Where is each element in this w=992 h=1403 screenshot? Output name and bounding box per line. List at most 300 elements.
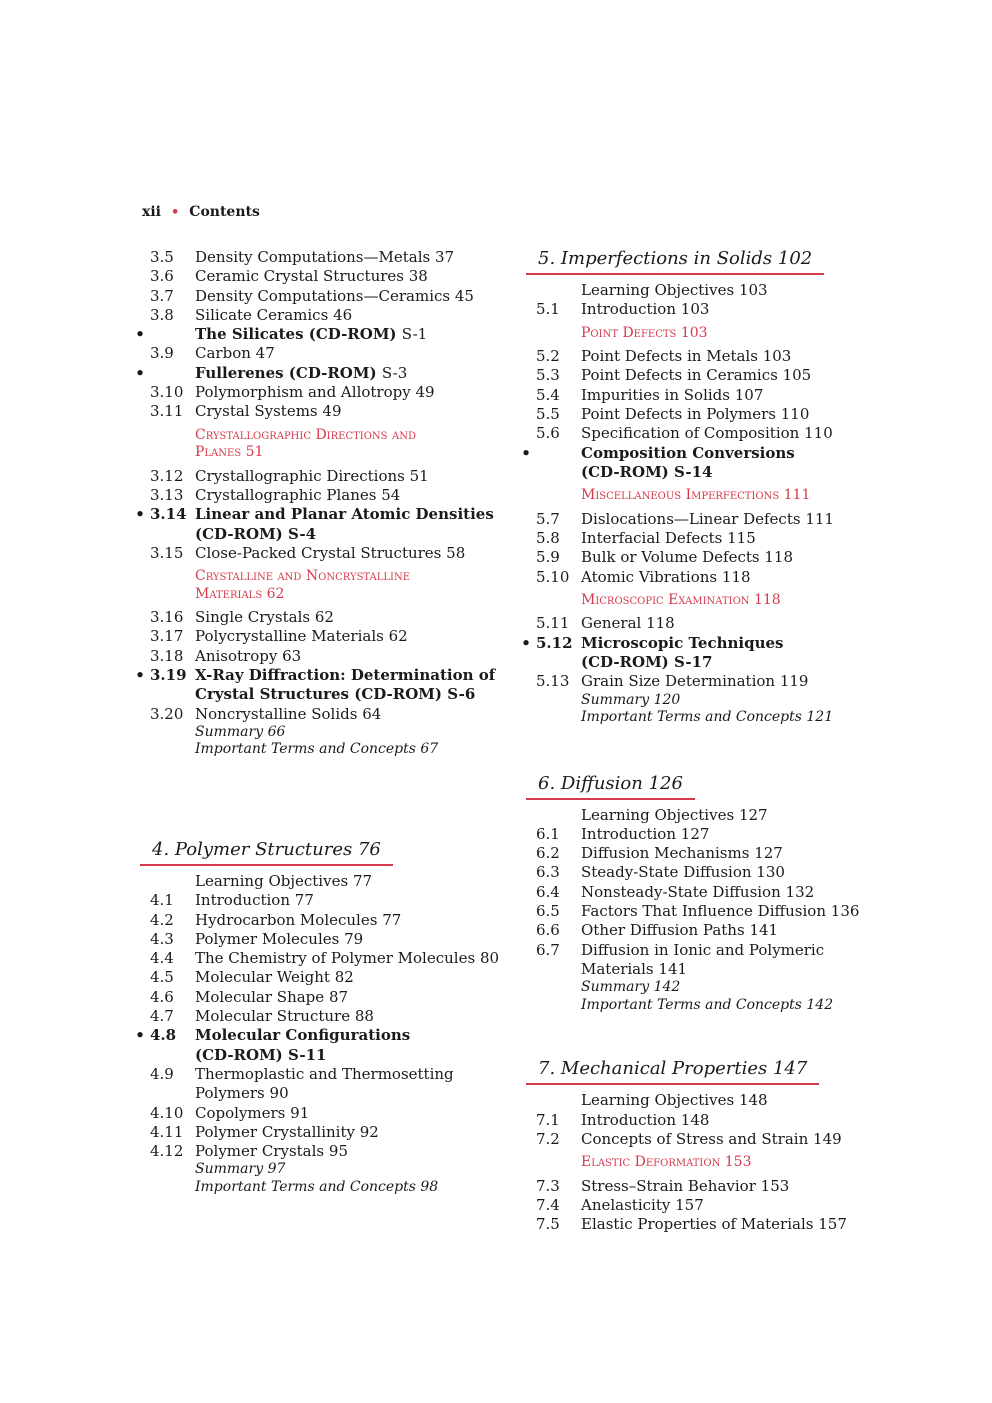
toc-entry-text-wrap xyxy=(581,921,896,940)
cd-rom-bullet-icon: • xyxy=(135,363,145,382)
toc-page-number: 79 xyxy=(344,929,364,948)
toc-entry-text-wrap xyxy=(581,1215,896,1234)
header-separator: • xyxy=(170,205,180,220)
toc-entry-text-wrap xyxy=(581,405,896,424)
toc-entry-number: 3.18 xyxy=(150,646,184,665)
toc-entry-number: 5.9 xyxy=(536,548,560,567)
toc-page-number: 105 xyxy=(782,366,812,385)
toc-entry-text: Other Diffusion Paths xyxy=(581,921,745,940)
cd-rom-bullet-icon: • xyxy=(521,443,531,462)
toc-entry-text-wrap xyxy=(195,608,510,627)
toc-page-number: 119 xyxy=(779,672,809,691)
toc-entry xyxy=(516,281,896,300)
toc-entry xyxy=(516,902,896,921)
toc-entry-number: 4.2 xyxy=(150,910,174,929)
toc-entry xyxy=(130,1142,510,1161)
toc-entry-text: Bulk or Volume Defects xyxy=(581,548,760,567)
toc-entry-text-wrap xyxy=(195,1142,510,1161)
toc-entry-number: 5.10 xyxy=(536,567,570,586)
section-heading xyxy=(195,568,510,603)
toc-entry xyxy=(516,614,896,633)
toc-entry-text: Noncrystalline Solids xyxy=(195,704,358,723)
toc-entry-continuation xyxy=(195,685,510,704)
toc-page-number: 62 xyxy=(314,608,334,627)
toc-entry-text-wrap xyxy=(581,634,896,653)
toc-entry-text: Polymer Crystallinity xyxy=(195,1122,355,1141)
toc-entry-text-wrap xyxy=(195,705,510,724)
cd-rom-bullet-icon: • xyxy=(135,325,145,344)
toc-entry-number: 3.6 xyxy=(150,267,174,286)
toc-entry-text-wrap xyxy=(195,891,510,910)
toc-entry-text: Point Defects in Polymers xyxy=(581,404,776,423)
toc-entry xyxy=(516,405,896,424)
toc-page-number: S-4 xyxy=(288,524,317,543)
toc-entry xyxy=(516,1177,896,1196)
toc-page-number: 118 xyxy=(721,567,751,586)
toc-entry-text: Important Terms and Concepts xyxy=(195,741,416,758)
toc-entry-number: 7.3 xyxy=(536,1176,560,1195)
toc-entry-number: 7.5 xyxy=(536,1215,560,1234)
toc-entry-number: 3.11 xyxy=(150,402,184,421)
chapter-page: 147 xyxy=(772,1058,808,1080)
toc-page-number: 49 xyxy=(415,383,435,402)
toc-page-number: 47 xyxy=(255,344,275,363)
toc-entry-text: Learning Objectives xyxy=(581,1091,735,1110)
toc-entry-text-wrap xyxy=(581,529,896,548)
cd-rom-bullet-icon: • xyxy=(135,1026,145,1045)
toc-summary-entry xyxy=(130,741,510,759)
toc-entry-continuation xyxy=(581,653,896,672)
section-heading-line: Microscopic Examination 118 xyxy=(581,591,781,608)
toc-page-number: 142 xyxy=(806,996,834,1013)
cd-rom-bullet-icon: • xyxy=(135,505,145,524)
toc-entry xyxy=(130,911,510,930)
toc-entry-number: 4.9 xyxy=(150,1064,174,1083)
toc-entry-continuation xyxy=(195,525,510,544)
toc-entry-text-wrap xyxy=(195,505,510,524)
toc-page-number: 121 xyxy=(806,709,834,726)
toc-entry-text: General xyxy=(581,614,642,633)
toc-page-number: S-11 xyxy=(288,1045,327,1064)
toc-page-number: 141 xyxy=(749,921,779,940)
toc-entry xyxy=(516,366,896,385)
toc-entry xyxy=(130,364,510,383)
toc-entry-number: 4.4 xyxy=(150,949,174,968)
toc-entry-number: 3.10 xyxy=(150,383,184,402)
toc-entry xyxy=(130,627,510,646)
toc-entry-number: 5.5 xyxy=(536,404,560,423)
toc-entry-text-wrap xyxy=(195,911,510,930)
toc-entry-number: 4.1 xyxy=(150,891,174,910)
toc-page-number: 110 xyxy=(804,424,833,443)
toc-entry xyxy=(130,891,510,910)
toc-entry xyxy=(516,941,896,960)
toc-page-number: S-1 xyxy=(401,325,428,344)
toc-entry-number: 6.1 xyxy=(536,824,560,843)
toc-entry xyxy=(516,634,896,653)
toc-entry xyxy=(130,325,510,344)
toc-entry-text: Molecular Structure xyxy=(195,1007,351,1026)
toc-entry-text-wrap xyxy=(581,1091,896,1110)
toc-page-number: 51 xyxy=(409,466,429,485)
toc-entry-number: 3.7 xyxy=(150,286,174,305)
toc-page-number: 92 xyxy=(359,1122,379,1141)
toc-entry xyxy=(130,344,510,363)
toc-entry-text-wrap xyxy=(195,287,510,306)
toc-entry-text-wrap xyxy=(195,1065,510,1084)
toc-entry xyxy=(516,1091,896,1110)
toc-entry-number: 4.8 xyxy=(150,1026,177,1045)
toc-entry-text: (CD-ROM) xyxy=(581,652,669,671)
toc-entry-text: Density Computations—Metals xyxy=(195,248,431,266)
toc-entry xyxy=(516,300,896,319)
toc-entry-text: Point Defects in Ceramics xyxy=(581,366,778,385)
toc-entry-text-wrap xyxy=(195,1104,510,1123)
toc-page-number: 148 xyxy=(680,1110,710,1129)
toc-entry-text: Linear and Planar Atomic Densities xyxy=(195,505,494,524)
toc-entry-text: Density Computations—Ceramics xyxy=(195,286,451,305)
toc-entry xyxy=(130,872,510,891)
toc-page-number: 115 xyxy=(727,528,756,547)
toc-entry-text: Materials xyxy=(581,959,654,978)
toc-page-number: 142 xyxy=(653,979,681,996)
toc-entry-number: 5.12 xyxy=(536,633,573,652)
chapter-title: 4. Polymer Structures xyxy=(152,838,353,860)
toc-entry xyxy=(130,968,510,987)
toc-entry-number: 5.4 xyxy=(536,385,560,404)
toc-column-right xyxy=(516,248,896,1235)
toc-page-number: 111 xyxy=(805,509,834,528)
toc-entry-text: Crystal Systems xyxy=(195,402,318,421)
section-heading-line: Planes 51 xyxy=(195,444,264,461)
toc-entry-text: Anisotropy xyxy=(195,646,278,665)
toc-entry xyxy=(516,844,896,863)
toc-entry-text: Concepts of Stress and Strain xyxy=(581,1129,809,1148)
toc-entry-text: Close-Packed Crystal Structures xyxy=(195,543,442,562)
toc-entry-text: Important Terms and Concepts xyxy=(195,1178,416,1195)
toc-entry-number: 7.4 xyxy=(536,1195,560,1214)
toc-entry-number: 5.2 xyxy=(536,347,560,366)
toc-page-number: S-3 xyxy=(381,363,408,382)
toc-entry-text-wrap xyxy=(581,386,896,405)
toc-entry-text-wrap xyxy=(195,306,510,325)
toc-entry-text-wrap xyxy=(581,1130,896,1149)
toc-entry xyxy=(516,444,896,463)
section-heading xyxy=(581,487,896,505)
toc-entry-text-wrap xyxy=(581,844,896,863)
toc-entry-text: Ceramic Crystal Structures xyxy=(195,267,404,286)
page-number: xii xyxy=(142,204,161,220)
toc-summary-entry xyxy=(130,1161,510,1179)
toc-summary-entry xyxy=(516,979,896,997)
toc-entry xyxy=(130,402,510,421)
toc-entry-text: Polymer Crystals xyxy=(195,1142,325,1161)
toc-entry xyxy=(516,386,896,405)
toc-entry-number: 3.8 xyxy=(150,305,174,324)
toc-entry xyxy=(130,467,510,486)
toc-page-number: 98 xyxy=(420,1178,439,1195)
toc-entry xyxy=(130,930,510,949)
toc-entry xyxy=(130,267,510,286)
toc-entry-number: 5.1 xyxy=(536,300,560,319)
header-title: Contents xyxy=(189,204,260,220)
section-heading-line: Elastic Deformation 153 xyxy=(581,1154,752,1171)
toc-entry-text-wrap xyxy=(581,548,896,567)
toc-entry xyxy=(516,921,896,940)
chapter-title: 6. Diffusion xyxy=(538,772,643,794)
toc-entry-text: Molecular Configurations xyxy=(195,1026,411,1045)
cd-rom-bullet-icon: • xyxy=(135,666,145,685)
toc-entry-continuation xyxy=(581,960,896,979)
toc-page-number: 148 xyxy=(738,1091,768,1110)
toc-page-number: 118 xyxy=(764,548,794,567)
toc-entry-text: Learning Objectives xyxy=(581,805,735,824)
toc-entry-number: 4.3 xyxy=(150,929,174,948)
toc-page-number: 141 xyxy=(658,959,688,978)
toc-entry-number: 5.13 xyxy=(536,672,570,691)
toc-page-number: 149 xyxy=(813,1129,842,1148)
chapter-page: 76 xyxy=(357,838,381,860)
toc-entry-text: Composition Conversions xyxy=(581,443,795,462)
toc-page-number: 87 xyxy=(328,987,349,1006)
toc-entry-continuation xyxy=(581,463,896,482)
toc-entry-text: Interfacial Defects xyxy=(581,528,723,547)
toc-page-number: 88 xyxy=(354,1007,374,1026)
toc-entry-text: Single Crystals xyxy=(195,608,311,627)
toc-entry xyxy=(130,1065,510,1084)
toc-page-number: 136 xyxy=(830,902,860,921)
toc-page-number: 130 xyxy=(756,863,785,882)
chapter-title: 7. Mechanical Properties xyxy=(538,1058,768,1080)
toc-entry-text: Grain Size Determination xyxy=(581,672,776,691)
toc-entry-number: 3.19 xyxy=(150,666,187,685)
toc-page-number: 132 xyxy=(785,882,815,901)
toc-entry-number: 6.4 xyxy=(536,882,560,901)
toc-page-number: 97 xyxy=(267,1161,286,1178)
toc-entry-number: 3.15 xyxy=(150,543,184,562)
toc-entry xyxy=(130,287,510,306)
toc-entry-text: Important Terms and Concepts xyxy=(581,996,802,1013)
toc-entry xyxy=(516,347,896,366)
toc-entry-number: 3.9 xyxy=(150,344,174,363)
toc-entry xyxy=(516,1130,896,1149)
toc-entry xyxy=(516,510,896,529)
toc-entry-text: Crystallographic Planes xyxy=(195,485,377,504)
toc-page-number: 58 xyxy=(446,543,466,562)
toc-entry-text-wrap xyxy=(581,1177,896,1196)
toc-entry-text-wrap xyxy=(195,949,510,968)
toc-entry xyxy=(130,666,510,685)
toc-entry-text: Polycrystalline Materials xyxy=(195,627,384,646)
chapter-heading xyxy=(526,1058,819,1085)
toc-entry-text: Summary xyxy=(581,979,650,996)
toc-entry-text-wrap xyxy=(581,997,896,1015)
section-heading-line: Miscellaneous Imperfections 111 xyxy=(581,487,811,504)
toc-entry-text: Anelasticity xyxy=(581,1195,671,1214)
toc-entry xyxy=(130,1104,510,1123)
section-heading xyxy=(581,592,896,610)
toc-entry-continuation xyxy=(195,1084,510,1103)
toc-entry-number: 6.7 xyxy=(536,940,560,959)
toc-entry-text-wrap xyxy=(581,902,896,921)
toc-entry-number: 5.3 xyxy=(536,366,560,385)
toc-entry-text-wrap xyxy=(195,627,510,646)
toc-page-number: 153 xyxy=(760,1176,790,1195)
toc-entry-text-wrap xyxy=(195,872,510,891)
toc-entry xyxy=(516,806,896,825)
toc-entry-text-wrap xyxy=(195,248,510,267)
toc-entry-text: Important Terms and Concepts xyxy=(581,709,802,726)
toc-entry xyxy=(130,1026,510,1045)
toc-entry-text-wrap xyxy=(581,281,896,300)
chapter-spacer xyxy=(130,759,510,839)
toc-entry-text-wrap xyxy=(195,988,510,1007)
toc-entry-text-wrap xyxy=(581,863,896,882)
toc-entry-text-wrap xyxy=(581,614,896,633)
toc-entry-text: Diffusion Mechanisms xyxy=(581,844,750,863)
toc-entry-text: The Silicates (CD-ROM) xyxy=(195,325,397,344)
toc-page-number: 107 xyxy=(734,385,764,404)
toc-entry-text-wrap xyxy=(581,979,896,997)
toc-entry-number: 3.20 xyxy=(150,704,184,723)
toc-entry-number: 5.6 xyxy=(536,424,560,443)
toc-entry-text-wrap xyxy=(195,383,510,402)
toc-entry xyxy=(130,383,510,402)
toc-entry xyxy=(130,608,510,627)
toc-entry-text-wrap xyxy=(195,1161,510,1179)
toc-entry-text: Summary xyxy=(195,1161,264,1178)
section-heading-line: Materials 62 xyxy=(195,585,285,602)
toc-entry-text: Summary xyxy=(195,723,264,740)
chapter-heading xyxy=(526,248,824,275)
toc-page-number: 37 xyxy=(435,248,455,266)
toc-entry-text: Impurities in Solids xyxy=(581,385,730,404)
toc-page-number: 103 xyxy=(738,281,768,299)
toc-entry-text: Summary xyxy=(581,691,650,708)
toc-summary-entry xyxy=(130,724,510,742)
toc-entry-text: Learning Objectives xyxy=(195,871,349,890)
toc-entry-number: 3.14 xyxy=(150,505,187,524)
toc-entry-text: Atomic Vibrations xyxy=(581,567,718,586)
toc-entry-number: 6.5 xyxy=(536,902,560,921)
toc-entry-text-wrap xyxy=(195,364,510,383)
toc-entry xyxy=(130,306,510,325)
toc-entry-text-wrap xyxy=(581,941,896,960)
toc-page-number: 38 xyxy=(408,267,428,286)
toc-page-number: 103 xyxy=(762,347,792,366)
section-heading-line: Point Defects 103 xyxy=(581,324,708,341)
toc-entry xyxy=(130,647,510,666)
toc-entry xyxy=(516,883,896,902)
chapter-title: 5. Imperfections in Solids xyxy=(538,248,773,269)
toc-entry-text-wrap xyxy=(195,647,510,666)
toc-entry-text-wrap xyxy=(581,672,896,691)
toc-entry-text-wrap xyxy=(195,1026,510,1045)
toc-entry-number: 6.3 xyxy=(536,863,560,882)
toc-entry-text-wrap xyxy=(195,486,510,505)
section-heading-line: Crystalline and Noncrystalline xyxy=(195,568,411,585)
toc-entry-text: Stress–Strain Behavior xyxy=(581,1176,756,1195)
toc-column-left xyxy=(130,248,510,1196)
toc-page-number: 64 xyxy=(362,704,382,723)
toc-entry-text-wrap xyxy=(581,692,896,710)
toc-entry-text-wrap xyxy=(195,666,510,685)
toc-entry-text-wrap xyxy=(195,344,510,363)
section-heading xyxy=(581,325,896,343)
toc-entry-text: X-Ray Diffraction: Determination of xyxy=(195,666,496,685)
toc-page-number: 67 xyxy=(420,741,439,758)
toc-entry xyxy=(130,949,510,968)
toc-entry-text-wrap xyxy=(195,1123,510,1142)
toc-page-number: 63 xyxy=(282,646,302,665)
toc-entry xyxy=(516,548,896,567)
toc-page-number: 66 xyxy=(267,723,286,740)
toc-entry-text-wrap xyxy=(195,544,510,563)
toc-page-number: 80 xyxy=(479,949,500,968)
toc-entry-text-wrap xyxy=(581,709,896,727)
toc-entry-number: 5.7 xyxy=(536,509,560,528)
toc-entry xyxy=(516,1215,896,1234)
toc-entry-text-wrap xyxy=(581,444,896,463)
toc-entry-text-wrap xyxy=(581,300,896,319)
toc-entry-text: Learning Objectives xyxy=(581,281,735,299)
chapter-page: 126 xyxy=(648,772,683,794)
toc-entry-text: Silicate Ceramics xyxy=(195,305,329,324)
toc-page-number: 157 xyxy=(818,1215,847,1234)
toc-entry-text: Specification of Composition xyxy=(581,424,800,443)
toc-page-number: 77 xyxy=(294,891,314,910)
toc-entry-text: Nonsteady-State Diffusion xyxy=(581,882,781,901)
toc-entry xyxy=(130,248,510,267)
toc-entry xyxy=(516,825,896,844)
toc-entry-number: 7.1 xyxy=(536,1110,560,1129)
toc-entry xyxy=(516,1111,896,1130)
toc-page-number: 90 xyxy=(269,1084,289,1103)
toc-entry-number: 7.2 xyxy=(536,1129,560,1148)
toc-entry-text: Introduction xyxy=(581,1110,676,1129)
chapter-spacer xyxy=(516,1014,896,1058)
chapter-heading xyxy=(526,773,695,800)
toc-entry-number: 4.10 xyxy=(150,1103,184,1122)
toc-entry-text: (CD-ROM) xyxy=(195,524,283,543)
toc-entry-number: 4.5 xyxy=(150,968,174,987)
toc-entry-number: 4.12 xyxy=(150,1142,184,1161)
toc-page-number: S-14 xyxy=(674,462,713,481)
toc-page-number: 62 xyxy=(388,627,408,646)
running-header xyxy=(142,204,260,220)
toc-entry xyxy=(516,672,896,691)
toc-entry-text: Introduction xyxy=(581,300,676,319)
toc-page-number: 127 xyxy=(754,844,783,863)
toc-entry xyxy=(516,424,896,443)
toc-page-number: 45 xyxy=(454,286,474,305)
toc-entry-text-wrap xyxy=(581,424,896,443)
toc-entry xyxy=(516,1196,896,1215)
toc-entry-text-wrap xyxy=(581,883,896,902)
toc-entry xyxy=(130,544,510,563)
toc-entry-number: 4.11 xyxy=(150,1122,184,1141)
toc-entry-text: Point Defects in Metals xyxy=(581,347,758,366)
toc-entry-text: Introduction xyxy=(195,891,290,910)
toc-entry-text-wrap xyxy=(195,267,510,286)
chapter-heading xyxy=(140,839,393,866)
toc-entry-number: 4.7 xyxy=(150,1007,174,1026)
toc-entry-text: (CD-ROM) xyxy=(195,1045,283,1064)
toc-page-number: 127 xyxy=(738,805,768,824)
toc-entry-text-wrap xyxy=(195,1007,510,1026)
section-heading xyxy=(195,427,510,462)
toc-entry-text-wrap xyxy=(581,347,896,366)
